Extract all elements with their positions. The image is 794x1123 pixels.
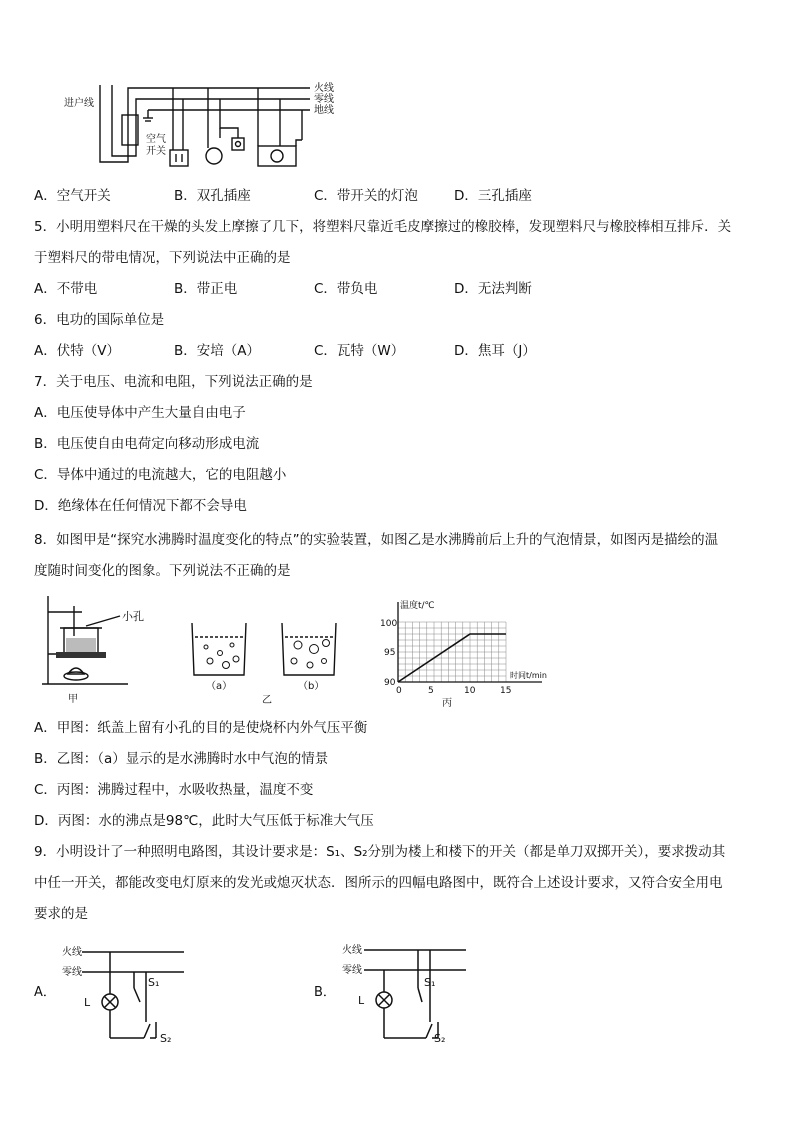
switch-s1-label: S₁ xyxy=(424,976,436,989)
q4-option-a: A．空气开关 xyxy=(34,188,111,204)
switch-s1-label: S₁ xyxy=(148,976,160,989)
q4-option-d: D．三孔插座 xyxy=(454,188,532,204)
q7-option-d: D．绝缘体在任何情况下都不会导电 xyxy=(34,498,247,514)
entry-wire-label: 进户线 xyxy=(64,98,94,109)
q4-option-c: C．带开关的灯泡 xyxy=(314,188,418,204)
hole-label: 小孔 xyxy=(122,610,144,623)
air-switch-label-1: 空气 xyxy=(146,134,166,145)
q8-stem-line2: 度随时间变化的图象。下列说法不正确的是 xyxy=(34,563,291,579)
circuit-option-a xyxy=(34,938,194,1048)
temperature-time-chart xyxy=(370,598,560,709)
q8-stem-line1: 8．如图甲是“探究水沸腾时温度变化的特点”的实验装置，如图乙是水沸腾前后上升的气泡情景，如图丙是描绘的温 xyxy=(34,532,719,548)
q9-stem-line3: 要求的是 xyxy=(34,906,88,922)
q6-option-a: A．伏特（V） xyxy=(34,343,120,359)
q9-stem-line1: 9．小明设计了一种照明电路图，其设计要求是：S₁、S₂分别为楼上和楼下的开关（都是单刀双掷开关），要求拨动其 xyxy=(34,844,726,860)
q5-option-c: C．带负电 xyxy=(314,281,378,297)
lamp-label: L xyxy=(84,996,91,1009)
q8-option-a: A．甲图：纸盖上留有小孔的目的是使烧杯内外气压平衡 xyxy=(34,720,368,736)
q7-option-a: A．电压使导体中产生大量自由电子 xyxy=(34,405,246,421)
ground-wire-label: 地线 xyxy=(314,105,334,116)
option-a-label: A． xyxy=(34,985,56,1000)
q6-option-c: C．瓦特（W） xyxy=(314,343,405,359)
q6-stem: 6．电功的国际单位是 xyxy=(34,312,165,328)
q7-option-b: B．电压使自由电荷定向移动形成电流 xyxy=(34,436,260,452)
hot-wire-label: 火线 xyxy=(314,83,334,94)
q8-option-d: D．丙图：水的沸点是98℃，此时大气压低于标准大气压 xyxy=(34,813,374,829)
figure-jia-label: 甲 xyxy=(68,694,78,705)
boiling-apparatus-figure xyxy=(38,592,178,704)
q7-stem: 7．关于电压、电流和电阻，下列说法正确的是 xyxy=(34,374,313,390)
option-b-label: B． xyxy=(314,985,336,1000)
q4-option-b: B．双孔插座 xyxy=(174,188,251,204)
neutral-wire-label: 零线 xyxy=(342,965,362,976)
lamp-label: L xyxy=(358,994,365,1007)
x-axis-label: 时间t/min xyxy=(510,671,547,680)
switch-s2-label: S₂ xyxy=(434,1032,446,1045)
q5-option-b: B．带正电 xyxy=(174,281,238,297)
household-wiring-figure xyxy=(60,80,350,170)
circuit-option-b xyxy=(314,936,474,1046)
x-tick-label: 10 xyxy=(464,686,476,696)
q8-option-b: B．乙图：（a）显示的是水沸腾时水中气泡的情景 xyxy=(34,751,329,767)
x-tick-label: 5 xyxy=(428,686,434,696)
y-tick-label: 100 xyxy=(380,619,398,629)
q5-option-d: D．无法判断 xyxy=(454,281,532,297)
y-axis-label: 温度t/℃ xyxy=(400,601,435,611)
q5-option-a: A．不带电 xyxy=(34,281,98,297)
q8-option-c: C．丙图：沸腾过程中，水吸收热量，温度不变 xyxy=(34,782,314,798)
beaker-a-label: （a） xyxy=(206,681,233,692)
q6-option-d: D．焦耳（J） xyxy=(454,343,536,359)
bubbles-figure xyxy=(186,615,346,705)
air-switch-label-2: 开关 xyxy=(146,146,166,157)
y-tick-label: 95 xyxy=(384,648,396,658)
hot-wire-label: 火线 xyxy=(62,947,82,958)
x-tick-label: 15 xyxy=(500,686,512,696)
y-tick-label: 90 xyxy=(384,678,396,688)
q5-stem-line2: 于塑料尺的带电情况，下列说法中正确的是 xyxy=(34,250,291,266)
q7-option-c: C．导体中通过的电流越大，它的电阻越小 xyxy=(34,467,287,483)
figure-bing-label: 丙 xyxy=(442,698,452,709)
q5-stem-line1: 5．小明用塑料尺在干燥的头发上摩擦了几下，将塑料尺靠近毛皮摩擦过的橡胶棒，发现塑料尺与橡胶棒相互排斥．关 xyxy=(34,219,732,235)
q6-option-b: B．安培（A） xyxy=(174,343,260,359)
figure-yi-label: 乙 xyxy=(262,695,272,706)
switch-s2-label: S₂ xyxy=(160,1032,172,1045)
q9-stem-line2: 中任一开关，都能改变电灯原来的发光或熄灭状态．图所示的四幅电路图中，既符合上述设计要求，又符合安全用电 xyxy=(34,875,723,891)
neutral-wire-label: 零线 xyxy=(62,967,82,978)
chart-grid xyxy=(398,622,506,682)
hot-wire-label: 火线 xyxy=(342,945,362,956)
x-tick-label: 0 xyxy=(396,686,402,696)
beaker-b-label: （b） xyxy=(298,681,325,692)
neutral-wire-label: 零线 xyxy=(314,94,334,105)
